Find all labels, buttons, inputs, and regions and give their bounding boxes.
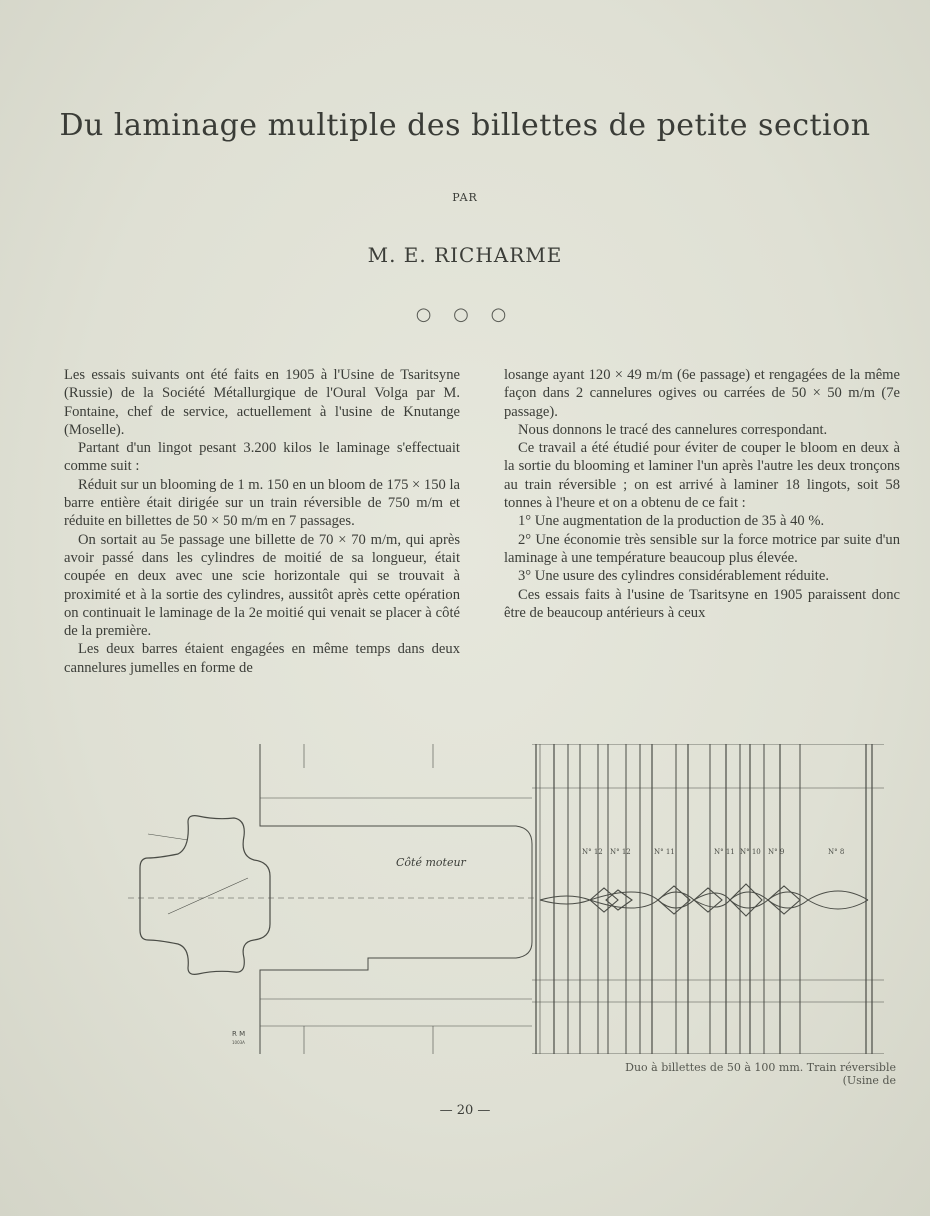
page-number: — 20 —	[439, 1103, 491, 1118]
paragraph: Les essais suivants ont été faits en 1905 à l'Usine de Tsaritsyne (Russie) de la Société Métallurgique de l'Oural Volga par M. Fontaine, chef de service, actuellement à l'usine de Knutange (Moselle).	[64, 367, 460, 438]
motor-side-label: Côté moteur	[396, 856, 466, 869]
paragraph: Réduit sur un blooming de 1 m. 150 en un bloom de 175 × 150 la barre entière était dirigée sur un train réversible de 750 m/m et réduite en billettes de 50 × 50 m/m en 7 passages.	[64, 476, 460, 530]
paragraph: Nous donnons le tracé des cannelures correspondant.	[518, 421, 828, 438]
pass-label: N° 12	[582, 848, 603, 856]
upper-roll-outline	[260, 744, 532, 902]
author-name: M. E. RICHARME	[367, 243, 563, 267]
oval-groove	[540, 891, 868, 900]
caption-line: Duo à billettes de 50 à 100 mm. Train réversible	[625, 1061, 896, 1074]
roll-pass-drawing	[128, 744, 884, 1054]
pass-label: N° 11	[714, 848, 735, 856]
pass-label: N° 9	[768, 848, 785, 856]
by-line: PAR	[452, 191, 478, 204]
text-column-right	[504, 366, 900, 622]
paragraph: Ce travail a été étudié pour éviter de couper le bloom en deux à la sortie du blooming et laminer l'un après l'autre les deux tronçons au train réversible ; on est arrivé à laminer 18 lingots, soit 58 tonnes à l'heure et on a obtenu de ce fait :	[504, 440, 900, 512]
paragraph: Ces essais faits à l'usine de Tsaritsyne en 1905 paraissent donc être de beaucoup antérieurs à ceux	[504, 586, 900, 621]
figure-caption	[500, 1061, 896, 1087]
paragraph: 1° Une augmentation de la production de 35 à 40 %.	[518, 513, 825, 530]
paragraph: 2° Une économie très sensible sur la force motrice par suite d'un laminage à une température beaucoup plus élevée.	[504, 531, 900, 566]
paragraph: Les deux barres étaient engagées en même temps dans deux cannelures jumelles en forme de	[64, 641, 460, 676]
lower-roll-outline	[260, 902, 532, 1054]
paragraph: Partant d'un lingot pesant 3.200 kilos le laminage s'effectuait comme suit :	[64, 440, 460, 475]
pass-label: N° 8	[828, 848, 845, 856]
text-column-left	[64, 366, 460, 677]
drafter-initials: R M	[232, 1030, 246, 1038]
article-title: Du laminage multiple des billettes de petite section	[59, 108, 871, 143]
pass-label: N° 12	[610, 848, 631, 856]
bloom-cross-section	[140, 816, 270, 975]
caption-line: (Usine de	[842, 1074, 896, 1087]
paragraph: 3° Une usure des cylindres considérablement réduite.	[518, 568, 829, 585]
paragraph: On sortait au 5e passage une billette de 70 × 70 m/m, qui après avoir passé dans les cylindres de moitié de sa longueur, était coupée en deux avec une scie horizontale qui se trouvait à proximité et à la sortie des cylindres, aussitôt après cette opération on continuait le laminage de la 2e moitié qui venait se placer à côté de la première.	[64, 531, 460, 640]
pass-label: N° 10	[740, 848, 761, 856]
paragraph: losange ayant 120 × 49 m/m (6e passage) et rengagées de la même façon dans 2 cannelures ogives ou carrées de 50 × 50 m/m (7e passage).	[504, 367, 900, 420]
drafter-initials-sub: 1003A	[232, 1040, 245, 1045]
ornament: ○ ○ ○	[415, 304, 515, 325]
pass-label: N° 11	[654, 848, 675, 856]
